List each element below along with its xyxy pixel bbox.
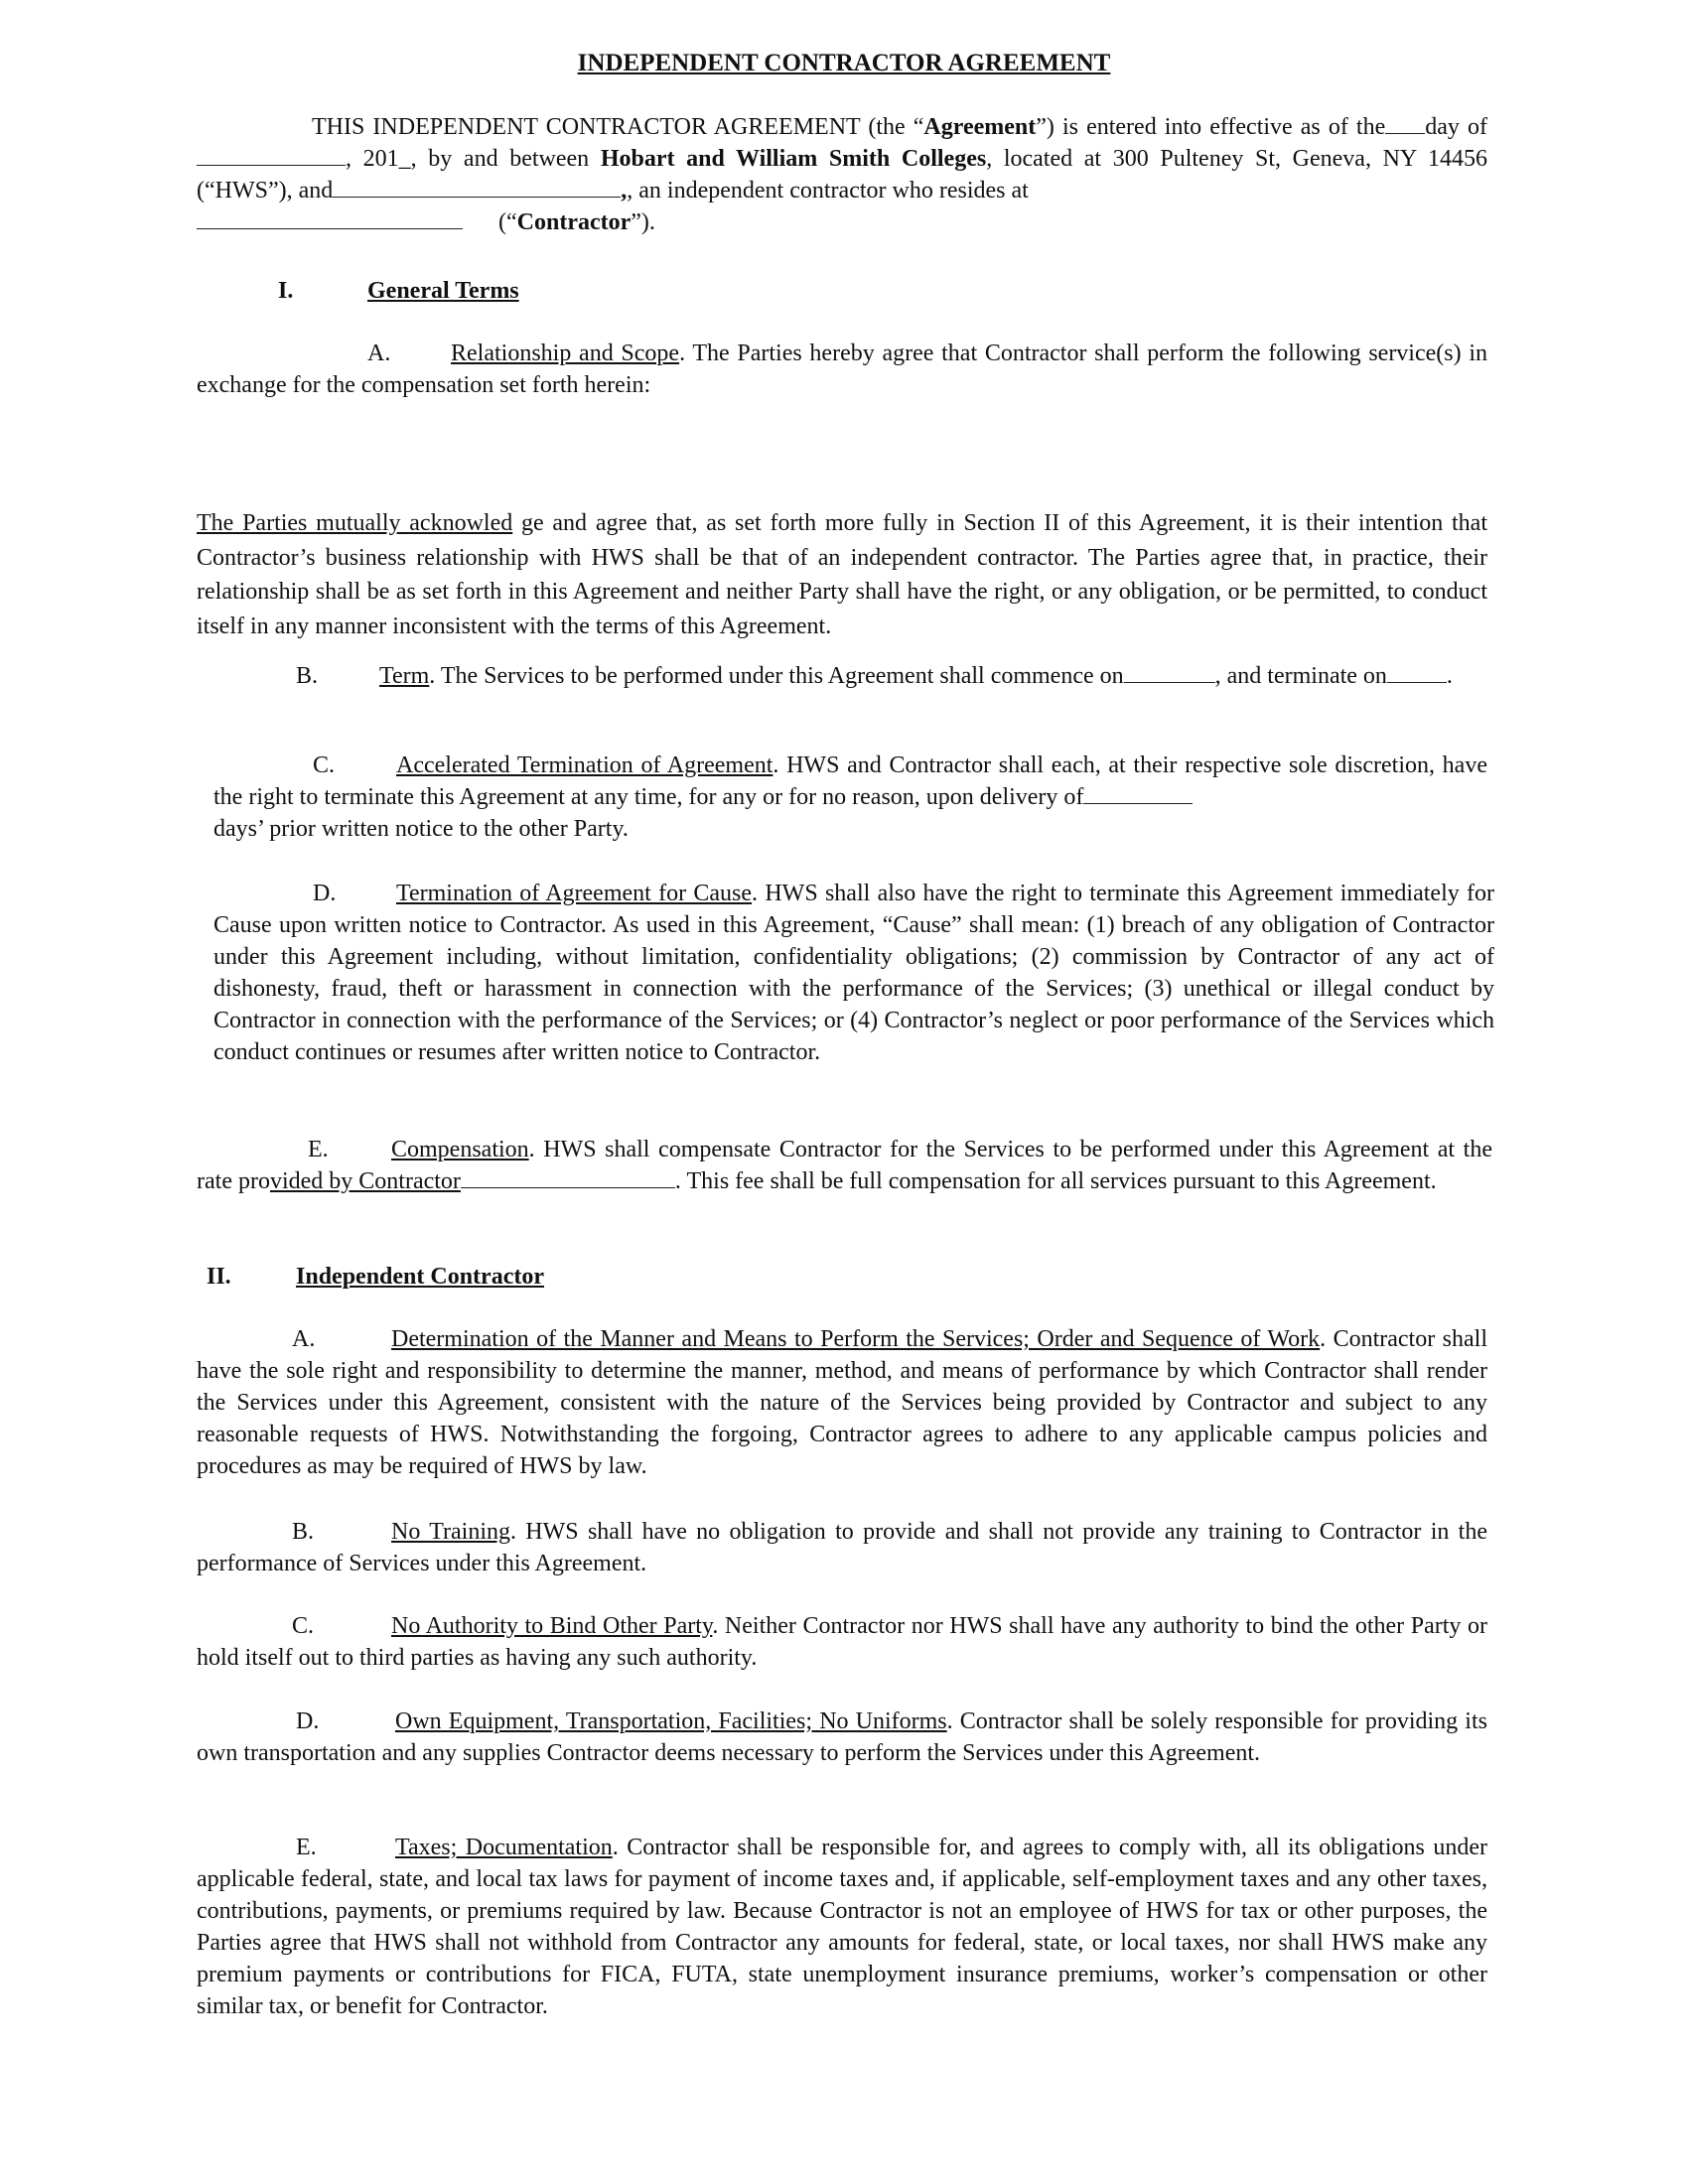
section-1c-letter: C.: [313, 752, 336, 778]
section-2e-letter: E.: [296, 1835, 317, 1860]
day-blank[interactable]: [1385, 111, 1425, 134]
intro-text-1: THIS INDEPENDENT CONTRACTOR AGREEMENT (the “: [312, 114, 924, 140]
section-1e-text-1: . HWS shall compensate Contractor for the Services to be performed under this Agreement at the rate pro: [197, 1137, 1492, 1194]
section-2e-heading: Taxes; Documentation: [395, 1835, 613, 1860]
section-2-number: II.: [207, 1264, 231, 1290]
section-1a-heading: Relationship and Scope: [451, 341, 680, 366]
intro-text-8: ”).: [631, 209, 655, 235]
acknowledgement-text: ge and agree that, as set forth more fully in Section II of this Agreement, it is their intention that Contractor’s business relationship with HWS shall be that of an independent contractor. The Parties agree that, in practice, their relationship shall be as set forth in this Agreement and neither Party shall have the right, or any obligation, or be permitted, to conduct itself in any manner inconsistent with the terms of this Agreement.: [197, 510, 1487, 639]
compensation-rate: vided by Contractor: [269, 1168, 461, 1194]
section-2a-heading: Determination of the Manner and Means to Perform the Services; Order and Sequence of Work: [391, 1326, 1321, 1352]
intro-text-4: , 201_, by and between: [346, 146, 601, 172]
section-1e-letter: E.: [308, 1137, 329, 1162]
section-1c-text-2: days’ prior written notice to the other Party.: [213, 816, 629, 842]
section-2c-paragraph: [197, 1610, 1487, 1674]
section-2b-paragraph: [197, 1516, 1487, 1579]
acknowledgement-underlined: The Parties mutually acknowled: [197, 510, 513, 536]
section-2c-letter: C.: [292, 1613, 315, 1639]
section-1d-letter: D.: [313, 881, 337, 906]
section-1b-heading: Term: [379, 663, 430, 689]
section-1-number: I.: [278, 278, 294, 304]
section-2b-letter: B.: [292, 1519, 315, 1545]
section-2d-paragraph: [197, 1706, 1487, 1769]
section-2e-text: . Contractor shall be responsible for, and agrees to comply with, all its obligations under applicable federal, state, and local tax laws for payment of income taxes and, if applicable, self-employment taxes and any other taxes, contributions, payments, or premiums required by law. Because Contractor is not an employee of HWS for tax or other purposes, the Parties agree that HWS shall not withhold from Contractor any amounts for federal, state, or local taxes, nor shall HWS make any premium payments or contributions for FICA, FUTA, state unemployment insurance premiums, worker’s compensation or other similar tax, or benefit for Contractor.: [197, 1835, 1487, 2019]
section-1b-paragraph: [197, 660, 1487, 692]
section-1c-text-1: . HWS and Contractor shall each, at their respective sole discretion, have the right to terminate this Agreement at any time, for any or for no reason, upon delivery of: [213, 752, 1487, 810]
intro-text-6: , an independent contractor who resides at: [627, 178, 1029, 204]
section-2d-text: . Contractor shall be solely responsible for providing its own transportation and any supplies Contractor deems necessary to perform the Services under this Agreement.: [197, 1708, 1487, 1766]
section-2c-heading: No Authority to Bind Other Party: [391, 1613, 713, 1639]
contractor-address-blank[interactable]: [197, 206, 463, 229]
section-1e-paragraph: [197, 1134, 1492, 1197]
notice-days-blank[interactable]: [1083, 781, 1193, 804]
section-1e-heading: Compensation: [391, 1137, 529, 1162]
rate-blank[interactable]: [461, 1165, 675, 1188]
section-2e-paragraph: [197, 1832, 1487, 2022]
commence-date-blank[interactable]: [1124, 660, 1215, 683]
section-2a-paragraph: [197, 1323, 1487, 1482]
intro-text-7: (“: [498, 209, 517, 235]
section-1d-paragraph: [213, 878, 1494, 1068]
section-1a-text: . The Parties hereby agree that Contractor shall perform the following service(s) in exchange for the compensation set forth herein:: [197, 341, 1487, 398]
section-2d-heading: Own Equipment, Transportation, Facilities; No Uniforms: [395, 1708, 947, 1734]
agreement-term: Agreement: [923, 114, 1037, 140]
section-2a-letter: A.: [292, 1326, 316, 1352]
section-1e-text-2: . This fee shall be full compensation for all services pursuant to this Agreement.: [674, 1168, 1437, 1194]
section-1-title: General Terms: [367, 278, 519, 304]
terminate-date-blank[interactable]: [1387, 660, 1447, 683]
section-1d-text: . HWS shall also have the right to terminate this Agreement immediately for Cause upon written notice to Contractor. As used in this Agreement, “Cause” shall mean: (1) breach of any obligation of Contractor under this Agreement including, without limitation, confidentiality obligations; (2) commission by Contractor of any act of dishonesty, fraud, theft or harassment in connection with the performance of the Services; (3) unethical or illegal conduct by Contractor in connection with the performance of the Services; or (4) Contractor’s neglect or poor performance of the Services which conduct continues or resumes after written notice to Contractor.: [213, 881, 1495, 1065]
section-2a-text: . Contractor shall have the sole right and responsibility to determine the manner, method, and means of performance by which Contractor shall render the Services under this Agreement, consistent with the nature of the Services being provided by Contractor and subject to any reasonable requests of HWS. Notwithstanding the forgoing, Contractor agrees to adhere to any applicable campus policies and procedures as may be required of HWS by law.: [197, 1326, 1488, 1479]
intro-text-2: ”) is entered into effective as of the: [1036, 114, 1386, 140]
contractor-term: Contractor: [516, 209, 632, 235]
section-2-title: Independent Contractor: [296, 1264, 544, 1290]
section-2d-letter: D.: [296, 1708, 320, 1734]
section-1c-heading: Accelerated Termination of Agreement: [396, 752, 774, 778]
intro-paragraph: THIS INDEPENDENT CONTRACTOR AGREEMENT (the “Agreement”) is entered into effective as of the day of, 201_, by and between Hobart and William Smith Colleges, located at 300 Pulteney St, Geneva, NY 14456 (“HWS”), and ,, an independent contractor who resides at (“Contractor”).: [197, 111, 1487, 238]
document-title: INDEPENDENT CONTRACTOR AGREEMENT: [577, 50, 1111, 76]
section-1b-text-2: , and terminate on: [1214, 663, 1387, 689]
section-2b-text: . HWS shall have no obligation to provide and shall not provide any training to Contractor in the performance of Services under this Agreement.: [197, 1519, 1487, 1576]
section-1b-text-1: . The Services to be performed under this Agreement shall commence on: [429, 663, 1124, 689]
section-1b-text-3: .: [1446, 663, 1453, 689]
section-1c-paragraph: [213, 750, 1487, 845]
section-2-heading: [207, 1261, 544, 1293]
section-1b-letter: B.: [296, 663, 319, 689]
month-blank[interactable]: [197, 143, 346, 166]
section-1a-paragraph: [197, 338, 1487, 401]
section-1a-letter: A.: [367, 341, 391, 366]
hws-name: Hobart and William Smith Colleges: [600, 146, 987, 172]
intro-text-5: , located at 300 Pulteney St, Geneva, NY 14456 (“HWS”), and: [197, 146, 1487, 204]
contractor-name-blank[interactable]: [333, 175, 621, 198]
intro-text-3: day of: [1425, 114, 1487, 140]
section-2c-text: . Neither Contractor nor HWS shall have any authority to bind the other Party or hold itself out to third parties as having any such authority.: [197, 1613, 1487, 1671]
section-1d-heading: Termination of Agreement for Cause: [396, 881, 753, 906]
section-2b-heading: No Training: [391, 1519, 510, 1545]
section-1-heading: [278, 275, 519, 307]
acknowledgement-paragraph: [197, 506, 1487, 643]
